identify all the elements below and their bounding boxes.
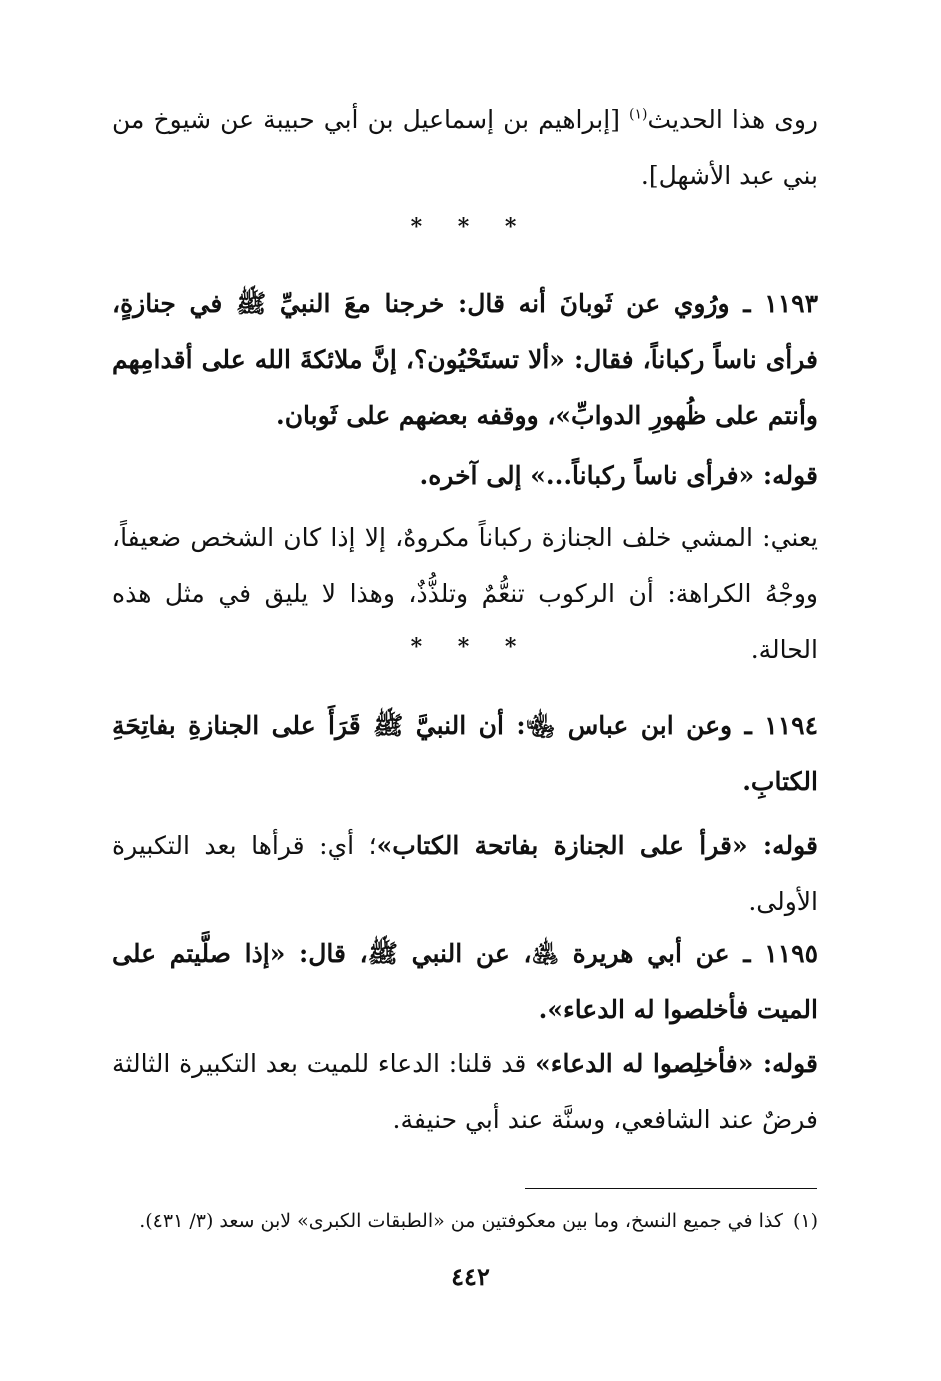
comment-1194-rest: ؛ أي: قرأها بعد التكبيرة الأولى. — [112, 831, 818, 916]
footnote-divider — [525, 1188, 817, 1189]
comment-1195-rest: قد قلنا: الدعاء للميت بعد التكبيرة الثالثة فرضٌ عند الشافعي، وسنَّة عند أبي حنيفة. — [112, 1049, 818, 1134]
footnote-text: كذا في جميع النسخ، وما بين معكوفتين من «الطبقات الكبرى» لابن سعد (٣/ ٤٣١). — [139, 1210, 783, 1232]
page-number: ٤٤٢ — [451, 1262, 490, 1291]
hadith-1193: ١١٩٣ ـ ورُوي عن ثَوبانَ أنه قال: خرجنا معَ النبيِّ ﷺ في جنازةٍ، فرأى ناساً ركباناً، فقال: «ألا تستَحْيُون؟، إنَّ ملائكةَ الله على أقدامِهم وأنتم على ظُهورِ الدوابِّ»، ووقفه بعضهم على ثَوبان. — [112, 289, 818, 430]
hadith-1194: ١١٩٤ ـ وعن ابن عباس ﵄: أن النبيَّ ﷺ قَرَأَ على الجنازةِ بفاتِحَةِ الكتابِ. — [112, 711, 818, 796]
comment-1194 — [112, 818, 818, 930]
section-separator-2: * * * — [410, 634, 531, 660]
footnote — [112, 1206, 818, 1236]
opening-text: روى هذا الحديث — [647, 105, 818, 134]
footnote-reference[interactable]: (١) — [629, 106, 648, 123]
footnote-marker: (١) — [792, 1210, 818, 1232]
comment-1194-quote: قوله: «قرأ على الجنازة بفاتحة الكتاب» — [376, 831, 818, 860]
comment-1195-quote: قوله: «فأخلِصوا له الدعاء» — [535, 1049, 818, 1078]
comment-1193-body: يعني: المشي خلف الجنازة ركباناً مكروهٌ، إلا إذا كان الشخص ضعيفاً، ووجْهُ الكراهة: أن الركوب تنعُّمٌ وتلذُّذٌ، وهذا لا يليق في مثل هذه الحالة. — [112, 523, 818, 664]
opening-paragraph — [112, 92, 818, 204]
opening-text-rest: [إبراهيم بن إسماعيل بن أبي حبيبة عن شيوخ من بني عبد الأشهل]. — [112, 105, 818, 190]
section-separator-1: * * * — [410, 214, 531, 240]
hadith-1195: ١١٩٥ ـ عن أبي هريرة ﵁، عن النبي ﷺ، قال: «إذا صلَّيتم على الميت فأخلصوا له الدعاء». — [112, 939, 818, 1024]
comment-1195 — [112, 1036, 818, 1148]
comment-1193-quote: قوله: «فرأى ناساً ركباناً...» إلى آخره. — [419, 461, 818, 490]
